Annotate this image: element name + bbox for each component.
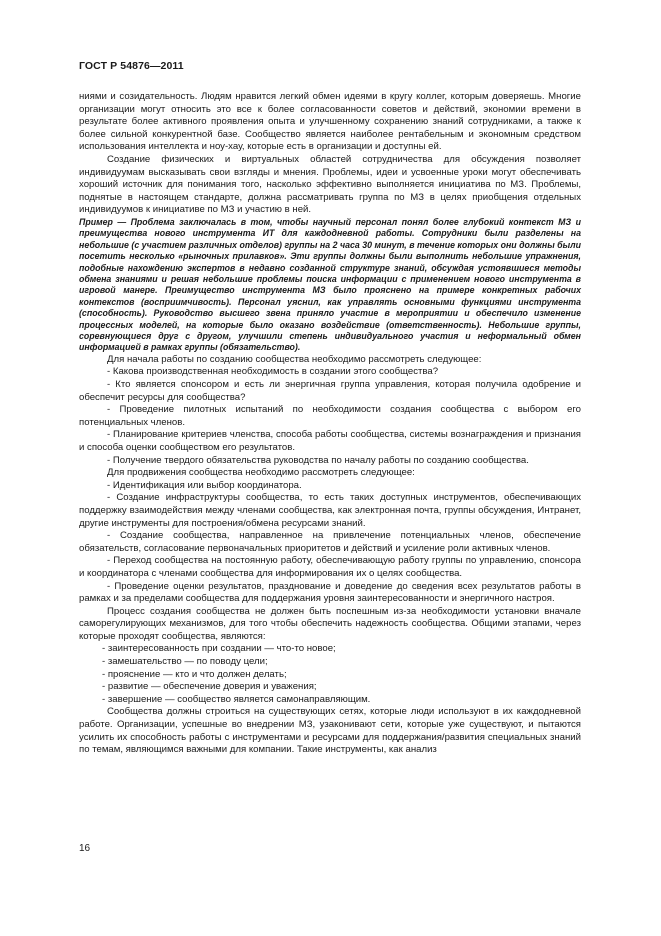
list-item: - Кто является спонсором и есть ли энергичная группа управления, которая получила одобрение и обеспечит ресурсы для сообщества? — [79, 379, 581, 403]
paragraph: Для начала работы по созданию сообщества необходимо рассмотреть следующее: — [107, 353, 482, 365]
list-item: - Создание сообщества, направленное на привлечение потенциальных членов, обеспечение обязательств, согласование первоначальных приоритетов и действий и усиление роли активных членов. — [79, 530, 581, 554]
document-body — [79, 91, 581, 757]
list-item: - Какова производственная необходимость в создании этого сообщества? — [107, 366, 439, 378]
list-item: - Идентификация или выбор координатора. — [107, 479, 302, 491]
page-number: 16 — [79, 843, 91, 854]
list-item: - Проведение оценки результатов, празднование и доведение до сведения всех результатов работы в рамках и за пределами сообщества для поддержания уровня заинтересованности и энергичного настроя. — [79, 580, 581, 605]
stage-item: - прояснение — кто и что должен делать; — [102, 668, 287, 680]
list-item: - Планирование критериев членства, способа работы сообщества, системы вознаграждения и признания и способа оценки сообществом его результатов. — [79, 429, 581, 453]
list-item: - Переход сообщества на постоянную работу, обеспечивающую работу группы по управлению, спонсора и координатора с членами сообщества для информирования их о целях сообщества. — [79, 555, 581, 579]
paragraph: Процесс создания сообщества не должен быть поспешным из-за необходимости установки вначале саморегулирующих механизмов, для того чтобы обеспечить надежность сообщества. Общими этапами, через которые проходят сообщества, являются: — [79, 605, 581, 642]
stage-item: - развитие — обеспечение доверия и уважения; — [102, 681, 317, 693]
list-item: - Проведение пилотных испытаний по необходимости создания сообщества с выбором его потенциальных членов. — [79, 404, 581, 428]
stage-item: - замешательство — по поводу цели; — [102, 656, 268, 668]
paragraph: Сообщества должны строиться на существующих сетях, которые люди используют в их каждодневной работе. Организации, успешные во внедрении МЗ, узаконивают сети, которые уже существуют, и пытаются усилить их способность работы с инструментами и ресурсами для поддержания/развития специальных знаний по темам, являющимся важными для компании. Такие инструменты, как анализ — [79, 706, 581, 756]
list-item: - Получение твердого обязательства руководства по началу работы по созданию сообщества. — [107, 454, 529, 466]
stage-item: - заинтересованность при создании — что-то новое; — [102, 643, 336, 655]
example-note: Пример — Проблема заключалась в том, чтобы научный персонал понял более глубокий контекст МЗ и преимущества нового инструмента ИТ для каждодневной работы. Сотрудники были разделены на небольшие (с участием различных отделов) группы на 2 часа 30 минут, в течение которых они должны были посетить несколько «рыночных прилавков». Эти группы должны были выполнить небольшие упражнения, подобные нахождению экспертов в недавно созданной структуре знаний, обсуждая устоявшиеся методы обмена знаниями и решая небольшие проблемы поиска информации с применением нового инструмента в игровой манере. Преимущество инструмента МЗ было прояснено на примере конкретных рабочих контекстов (восприимчивость). Персонал уяснил, как управлять основными функциями инструмента (способность). Руководство высшего звена приняло участие в мероприятии и обеспечило изменение процессных моделей, на которые было оказано воздействие (ответственность). Небольшие группы, соревнующиеся друг с другом, улучшили степень индивидуального участия и неформальный обмен информацией в рамках группы (обязательство). — [79, 216, 581, 353]
list-item: - Создание инфраструктуры сообщества, то есть таких доступных инструментов, обеспечивающих поддержку взаимодействия между членами сообщества, как электронная почта, группы обсуждения, Интранет, другие инструменты для построения/обмена ресурсами знаний. — [79, 492, 581, 529]
stage-item: - завершение — сообщество является самонаправляющим. — [102, 693, 371, 705]
paragraph: Создание физических и виртуальных областей сотрудничества для обсуждения позволяет индивидуумам высказывать свои взгляды и мнения. Проблемы, идеи и усвоенные уроки могут обеспечивать хороший источник для понимания того, насколько эффективно выполняется инициатива по МЗ. Проблемы, поднятые в настоящем стандарте, должна рассматривать группа по МЗ в целях приобщения отдельных индивидуумов к инициативе по МЗ и участию в ней. — [79, 153, 581, 216]
document-header: ГОСТ Р 54876—2011 — [79, 60, 184, 72]
paragraph: ниями и созидательность. Людям нравится легкий обмен идеями в кругу коллег, которым доверяешь. Многие организации могут относить это все к более согласованности советов и действий, экономии времени в результате более активного проявления опыта и улучшенному сохранению знаний сотрудниками, а также к более сильной конкурентной базе. Сообщество является наиболее рентабельным и экономным средством использования интеллекта и ноу-хау, которые есть в организации и доступны ей. — [79, 91, 581, 153]
paragraph: Для продвижения сообщества необходимо рассмотреть следующее: — [107, 467, 415, 479]
